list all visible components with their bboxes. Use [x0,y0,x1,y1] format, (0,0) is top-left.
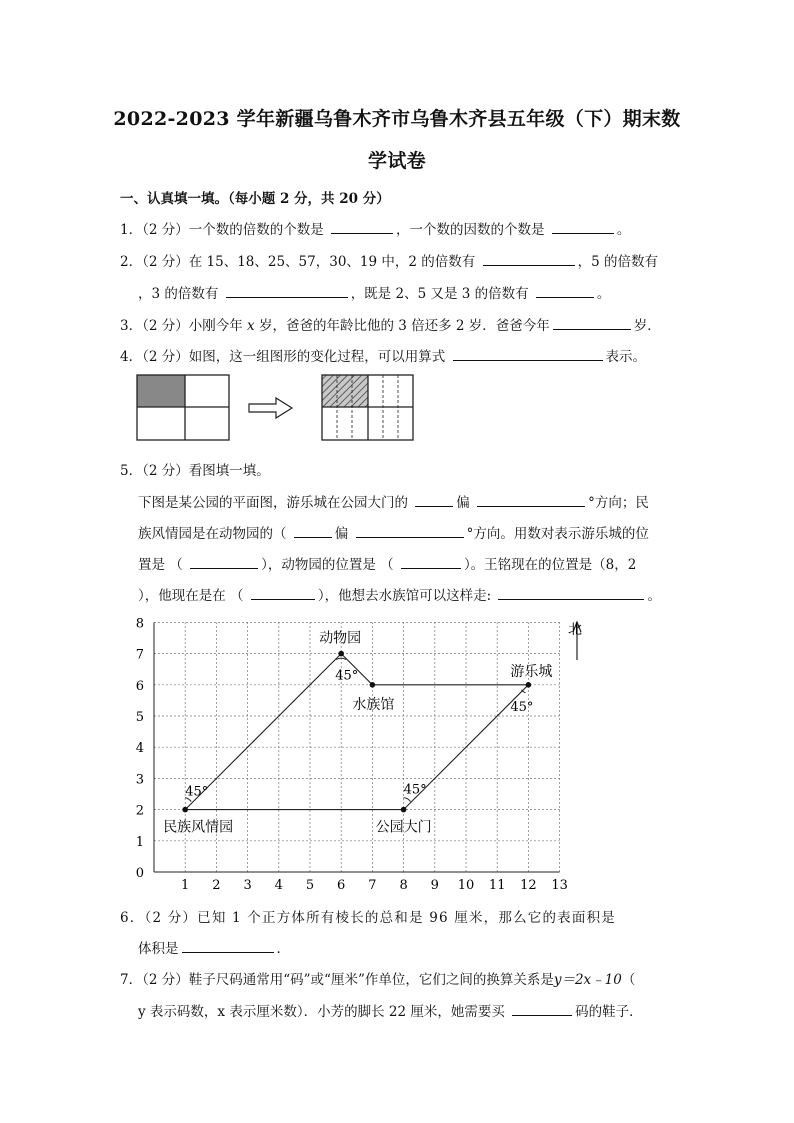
question-6 [120,906,616,926]
q7-text: 鞋子尺码通常用“码”或“厘米”作单位，它们之间的换算关系是 [188,972,554,988]
map-point-label: 游乐城 [510,663,553,680]
q3-score: （2 分） [142,318,189,334]
angle-label: 45° [335,668,359,684]
section-heading: 一、认真填一填。（每小题 2 分，共 20 分） [120,191,390,207]
q3-text: 岁，爸爸的年龄比他的 3 倍还多 2 岁．爸爸今年 [258,318,550,334]
x-tick-label: 4 [274,878,283,893]
q5-text: ），他现在是在 （ [138,588,244,604]
q4-answer-blank[interactable] [453,348,603,361]
q1-answer-blank-2[interactable] [552,221,614,234]
x-tick-label: 13 [551,878,568,893]
y-tick-label: 3 [135,772,144,788]
x-tick-label: 8 [399,878,408,893]
q5-answer-blank-2[interactable] [477,494,585,507]
question-2-cont [138,282,610,302]
y-tick-label: 7 [135,647,144,663]
map-point [182,807,188,813]
fraction-transform-figure [136,374,420,442]
q4-number: 4． [120,349,143,365]
q6-text: 体积是 [138,941,179,957]
q5-text: ），他想去水族馆可以这样走: [317,588,492,604]
q7-text: y 表示码数，x 表示厘米数）．小芳的脚长 22 厘米，她需要买 [138,1004,505,1020]
q4-text: 如图，这一组图形的变化过程，可以用算式 [188,349,446,365]
question-4 [120,345,646,365]
right-square [322,375,413,440]
angle-arc [404,798,411,802]
q2-text: 。 [596,286,611,302]
y-tick-label: 2 [135,803,144,819]
q1-score: （2 分） [142,222,189,238]
q1-text: 。 [616,222,631,238]
q5-text: 。 [647,588,661,604]
question-5-p3 [138,553,636,573]
x-tick-label: 12 [520,878,537,893]
q5-answer-blank-3[interactable] [294,525,332,538]
q5-text: 置是 （ [138,557,183,573]
hatched-part [322,375,368,407]
park-map-chart [128,610,598,895]
y-tick-label: 6 [135,678,144,694]
q3-text: 岁． [633,318,661,334]
x-tick-label: 7 [368,878,377,893]
q7-formula: y＝2x﹣10 [553,972,622,988]
q5-answer-blank-5[interactable] [190,556,258,569]
question-1 [120,218,630,238]
q7-answer-blank[interactable] [512,1003,572,1016]
q2-text: ，5 的倍数有 [577,254,658,270]
y-tick-label: 1 [135,834,144,850]
q5-answer-blank-4[interactable] [356,525,464,538]
x-tick-label: 2 [212,878,221,893]
q1-text: ，一个数的因数的个数是 [396,222,545,238]
q1-answer-blank-1[interactable] [331,221,393,234]
q5-number: 5． [120,463,143,479]
q7-text: 码的鞋子． [575,1004,643,1020]
x-tick-label: 6 [337,878,346,893]
q3-number: 3． [120,318,143,334]
q4-text: 表示。 [605,349,647,365]
x-tick-label: 5 [305,878,315,893]
q7-text: （ [621,972,636,988]
x-tick-label: 3 [243,878,252,893]
map-point-label: 动物园 [319,630,362,647]
q2-number: 2． [120,254,143,270]
q5-answer-blank-8[interactable] [498,587,644,600]
map-point-label: 水族馆 [352,696,395,713]
question-5-p1 [138,491,649,511]
q5-text: °方向；民 [588,495,649,511]
map-point-label: 民族风情园 [163,819,234,836]
x-tick-label: 1 [181,878,190,893]
q2-text: ，既是 2、5 又是 3 的倍数有 [350,286,529,302]
question-6-cont [138,937,290,957]
exam-title-line2: 学试卷 [368,150,426,172]
q5-text: 看图填一填。 [188,463,270,479]
x-tick-label: 9 [430,878,439,893]
map-point [338,651,344,657]
question-5-p2 [138,522,649,542]
question-2 [120,250,658,270]
map-point [370,682,376,688]
q5-text: 下图是某公园的平面图，游乐城在公园大门的 [138,495,408,511]
q3-text: 小刚今年 [188,318,243,334]
angle-label: 45° [510,699,534,715]
shaded-quarter [137,375,185,407]
q7-number: 7． [120,972,143,988]
q2-answer-blank-3[interactable] [536,285,594,298]
q6-score: （2 分） [144,910,198,926]
map-point [526,682,532,688]
north-indicator [568,622,582,660]
q2-text: 在 15、18、25、57，30、19 中，2 的倍数有 [188,254,476,270]
q5-answer-blank-6[interactable] [401,556,461,569]
question-7-cont [138,1000,643,1020]
map-point [401,807,407,813]
q6-number: 6． [120,910,145,926]
question-7 [120,968,635,988]
q3-answer-blank[interactable] [553,317,631,330]
y-tick-label: 0 [135,866,144,881]
q4-score: （2 分） [142,349,189,365]
map-point-label: 公园大门 [375,819,432,836]
q3-variable: x [247,318,255,334]
q2-text: ，3 的倍数有 [138,286,219,302]
angle-label: 45° [185,784,209,800]
x-tick-label: 11 [488,878,506,893]
question-3 [120,314,661,334]
q2-score: （2 分） [142,254,189,270]
left-square [137,375,229,440]
q1-number: 1． [120,222,143,238]
q6-text: ． [276,941,290,957]
q1-text: 一个数的倍数的个数是 [188,222,324,238]
y-tick-label: 8 [135,616,144,632]
q5-text: 偏 [334,526,349,542]
q5-answer-blank-7[interactable] [251,587,315,600]
q5-text: ），动物园的位置是 （ [261,557,394,573]
q5-text: ）。王铭现在的位置是（8，2 [463,557,637,573]
q5-text: 偏 [456,495,470,511]
q5-text: °方向。用数对表示游乐城的位 [466,526,649,542]
q5-text: 族风情园是在动物园的（ [138,526,287,542]
q5-answer-blank-1[interactable] [415,494,453,507]
q5-score: （2 分） [142,463,189,479]
x-tick-label: 10 [457,878,475,893]
question-5 [120,459,270,479]
q2-answer-blank-1[interactable] [483,253,575,266]
q6-text: 已知 1 个正方体所有棱长的总和是 96 厘米，那么它的表面积是 [197,910,616,926]
exam-title-line1: 2022-2023 学年新疆乌鲁木齐市乌鲁木齐县五年级（下）期末数 [113,108,681,130]
right-arrow-icon [249,398,292,418]
q2-answer-blank-2[interactable] [226,285,348,298]
angle-label: 45° [403,782,427,798]
q7-score: （2 分） [142,972,189,988]
q6-answer-blank[interactable] [182,940,274,953]
north-label: 北 [568,622,582,638]
y-tick-label: 4 [135,741,144,757]
y-tick-label: 5 [135,710,144,725]
question-5-p4 [138,584,661,604]
